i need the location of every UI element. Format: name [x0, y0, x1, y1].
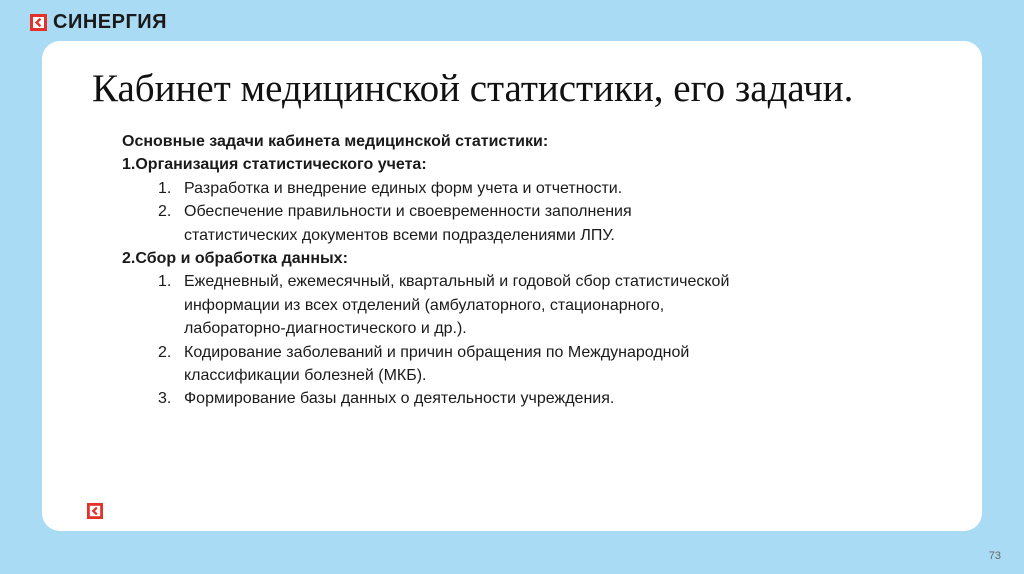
list-item-number: 1.	[158, 179, 172, 197]
list-item-text: Обеспечение правильности и своевременности заполнения статистических документов всеми подразделениями ЛПУ.	[184, 203, 632, 244]
section-heading-accounting: 1.Организация статистического учета:	[122, 156, 427, 174]
list-item	[122, 270, 962, 340]
list-item	[122, 200, 962, 247]
slide-content	[122, 130, 962, 411]
list-item-number: 3.	[158, 390, 172, 408]
synergy-logo-icon	[30, 14, 47, 31]
section-list-data-processing	[122, 270, 962, 410]
list-item-number: 2.	[158, 203, 172, 221]
brand-name: СИНЕРГИЯ	[53, 11, 168, 33]
slide-title: Кабинет медицинской статистики, его задачи.	[92, 67, 854, 110]
intro-heading: Основные задачи кабинета медицинской статистики:	[122, 133, 549, 150]
list-item-text: Разработка и внедрение единых форм учета и отчетности.	[184, 179, 623, 197]
brand-logo	[30, 11, 167, 33]
section-heading-data-processing: 2.Сбор и обработка данных:	[122, 250, 348, 268]
list-item	[122, 387, 962, 410]
list-item-text: Ежедневный, ежемесячный, квартальный и годовой сбор статистической информации из всех отделений (амбулаторного, стационарного, лабораторно-диагностического и др.).	[184, 273, 730, 338]
list-item	[122, 177, 962, 200]
list-item-text: Кодирование заболеваний и причин обращения по Международной классификации болезней (МКБ).	[184, 343, 690, 385]
list-item	[122, 341, 962, 388]
list-item-number: 1.	[158, 273, 172, 291]
synergy-mark-icon	[87, 503, 103, 519]
list-item-number: 2.	[158, 343, 172, 361]
section-list-accounting	[122, 177, 962, 247]
slide-card	[42, 41, 982, 531]
page-number: 73	[988, 550, 1001, 562]
list-item-text: Формирование базы данных о деятельности учреждения.	[184, 390, 615, 408]
